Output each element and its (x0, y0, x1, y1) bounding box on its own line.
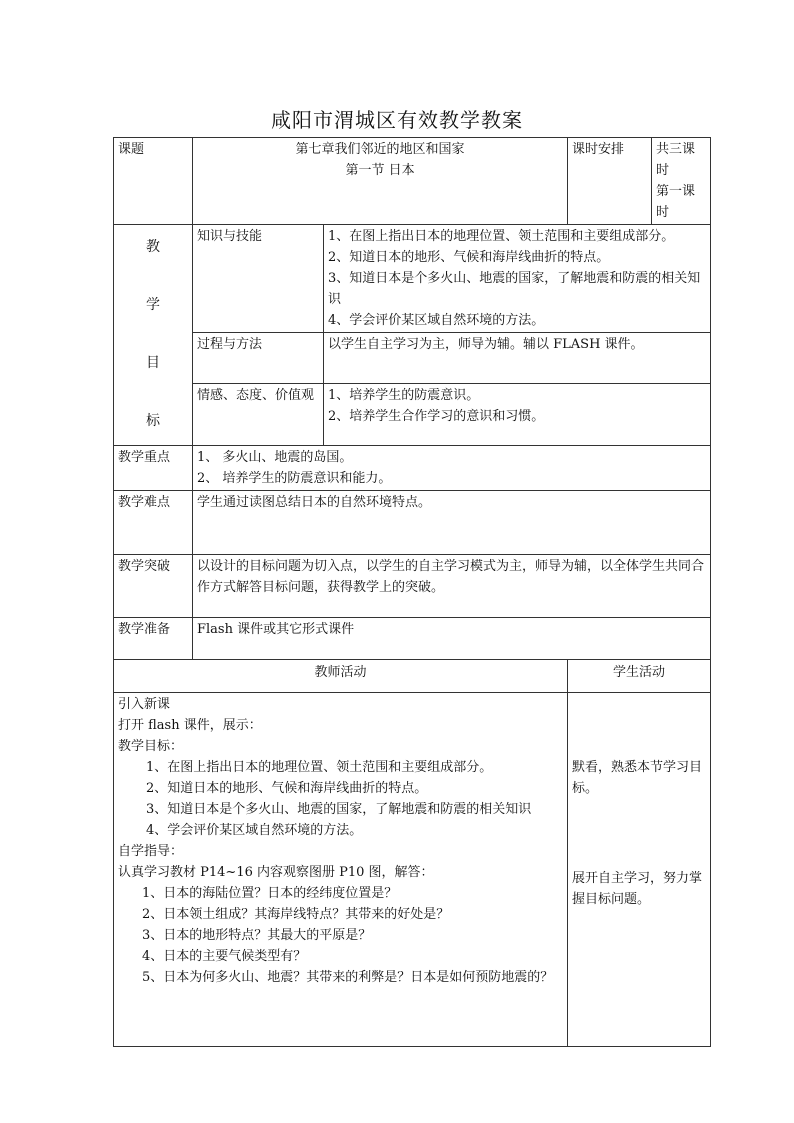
activity-goal-item: 4、学会评价某区域自然环境的方法。 (146, 823, 363, 838)
goals-label-line: 教学目标： (118, 739, 184, 754)
process-text: 以学生自主学习为主，师导为辅。辅以 FLASH 课件。 (324, 333, 711, 384)
knowledge-item: 1、在图上指出日本的地理位置、领土范围和主要组成部分。 (328, 229, 675, 244)
question-item: 1、日本的海陆位置？日本的经纬度位置是？ (142, 886, 398, 901)
goals-label-cell (114, 225, 193, 446)
student-activity-header: 学生活动 (568, 660, 711, 693)
student-activity-cell (568, 693, 711, 1047)
emotion-item: 2、培养学生合作学习的意识和习惯。 (328, 409, 545, 424)
activities-body-row (114, 693, 711, 1047)
preparation-label: 教学准备 (114, 618, 193, 660)
goal-emotion-row (114, 384, 711, 446)
key-points-row (114, 446, 711, 491)
goal-char: 教 (146, 239, 160, 255)
student-activity-2: 展开自主学习，努力掌握目标问题。 (572, 871, 703, 907)
page-title: 咸阳市渭城区有效教学教案 (271, 108, 523, 132)
activity-goal-item: 2、知道日本的地形、气候和海岸线曲折的特点。 (146, 781, 428, 796)
teacher-activity-header: 教师活动 (114, 660, 568, 693)
key-point-item: 2、 培养学生的防震意识和能力。 (197, 471, 392, 486)
question-item: 3、日本的地形特点？其最大的平原是？ (142, 928, 372, 943)
key-point-item: 1、 多火山、地震的岛国。 (197, 450, 353, 465)
topic-label: 课题 (114, 138, 193, 225)
header-row (114, 138, 711, 225)
goal-char: 学 (146, 297, 160, 313)
schedule-label: 课时安排 (568, 138, 652, 225)
difficulty-text: 学生通过读图总结日本的自然环境特点。 (193, 491, 711, 555)
goal-knowledge-row (114, 225, 711, 333)
breakthrough-label: 教学突破 (114, 555, 193, 618)
goal-char: 标 (146, 413, 160, 429)
knowledge-item: 3、知道日本是个多火山、地震的国家，了解地震和防震的相关知识 (328, 271, 701, 307)
topic-chapter: 第七章我们邻近的地区和国家 (295, 142, 465, 157)
schedule-total: 共三课时 (656, 142, 696, 178)
student-activity-1: 默看，熟悉本节学习目标。 (572, 760, 703, 796)
process-label: 过程与方法 (193, 333, 324, 384)
activity-goal-item: 1、在图上指出日本的地理位置、领土范围和主要组成部分。 (146, 760, 493, 775)
open-flash-line: 打开 flash 课件，展示： (118, 718, 262, 733)
goal-process-row (114, 333, 711, 384)
difficulty-label: 教学难点 (114, 491, 193, 555)
knowledge-item: 4、学会评价某区域自然环境的方法。 (328, 313, 545, 328)
teacher-activity-cell (114, 693, 568, 1047)
intro-line: 引入新课 (118, 697, 171, 712)
knowledge-cell (324, 225, 711, 333)
emotion-cell (324, 384, 711, 446)
key-points-label: 教学重点 (114, 446, 193, 491)
activity-goal-item: 3、知道日本是个多火山、地震的国家，了解地震和防震的相关知识 (146, 802, 532, 817)
topic-section: 第一节 日本 (345, 163, 415, 178)
schedule-current: 第一课时 (656, 184, 696, 220)
breakthrough-text: 以设计的目标问题为切入点，以学生的自主学习模式为主，师导为辅，以全体学生共同合作方式解答目标问题，获得教学上的突破。 (193, 555, 711, 618)
key-points-cell (193, 446, 711, 491)
topic-cell (193, 138, 568, 225)
preparation-row (114, 618, 711, 660)
lesson-plan-table (113, 137, 711, 1047)
emotion-label: 情感、态度、价值观 (193, 384, 324, 446)
activities-header-row (114, 660, 711, 693)
knowledge-label: 知识与技能 (193, 225, 324, 333)
self-study-label: 自学指导： (118, 844, 184, 859)
knowledge-item: 2、知道日本的地形、气候和海岸线曲折的特点。 (328, 250, 610, 265)
question-item: 5、日本为何多火山、地震？其带来的利弊是？日本是如何预防地震的？ (142, 970, 554, 985)
preparation-text: Flash 课件或其它形式课件 (193, 618, 711, 660)
emotion-item: 1、培养学生的防震意识。 (328, 388, 480, 403)
question-item: 4、日本的主要气候类型有？ (142, 949, 307, 964)
breakthrough-row (114, 555, 711, 618)
goal-char: 目 (146, 355, 160, 371)
self-study-intro: 认真学习教材 P14~16 内容观察图册 P10 图，解答： (118, 865, 434, 880)
schedule-cell (652, 138, 711, 225)
difficulty-row (114, 491, 711, 555)
question-item: 2、日本领土组成？其海岸线特点？其带来的好处是？ (142, 907, 450, 922)
